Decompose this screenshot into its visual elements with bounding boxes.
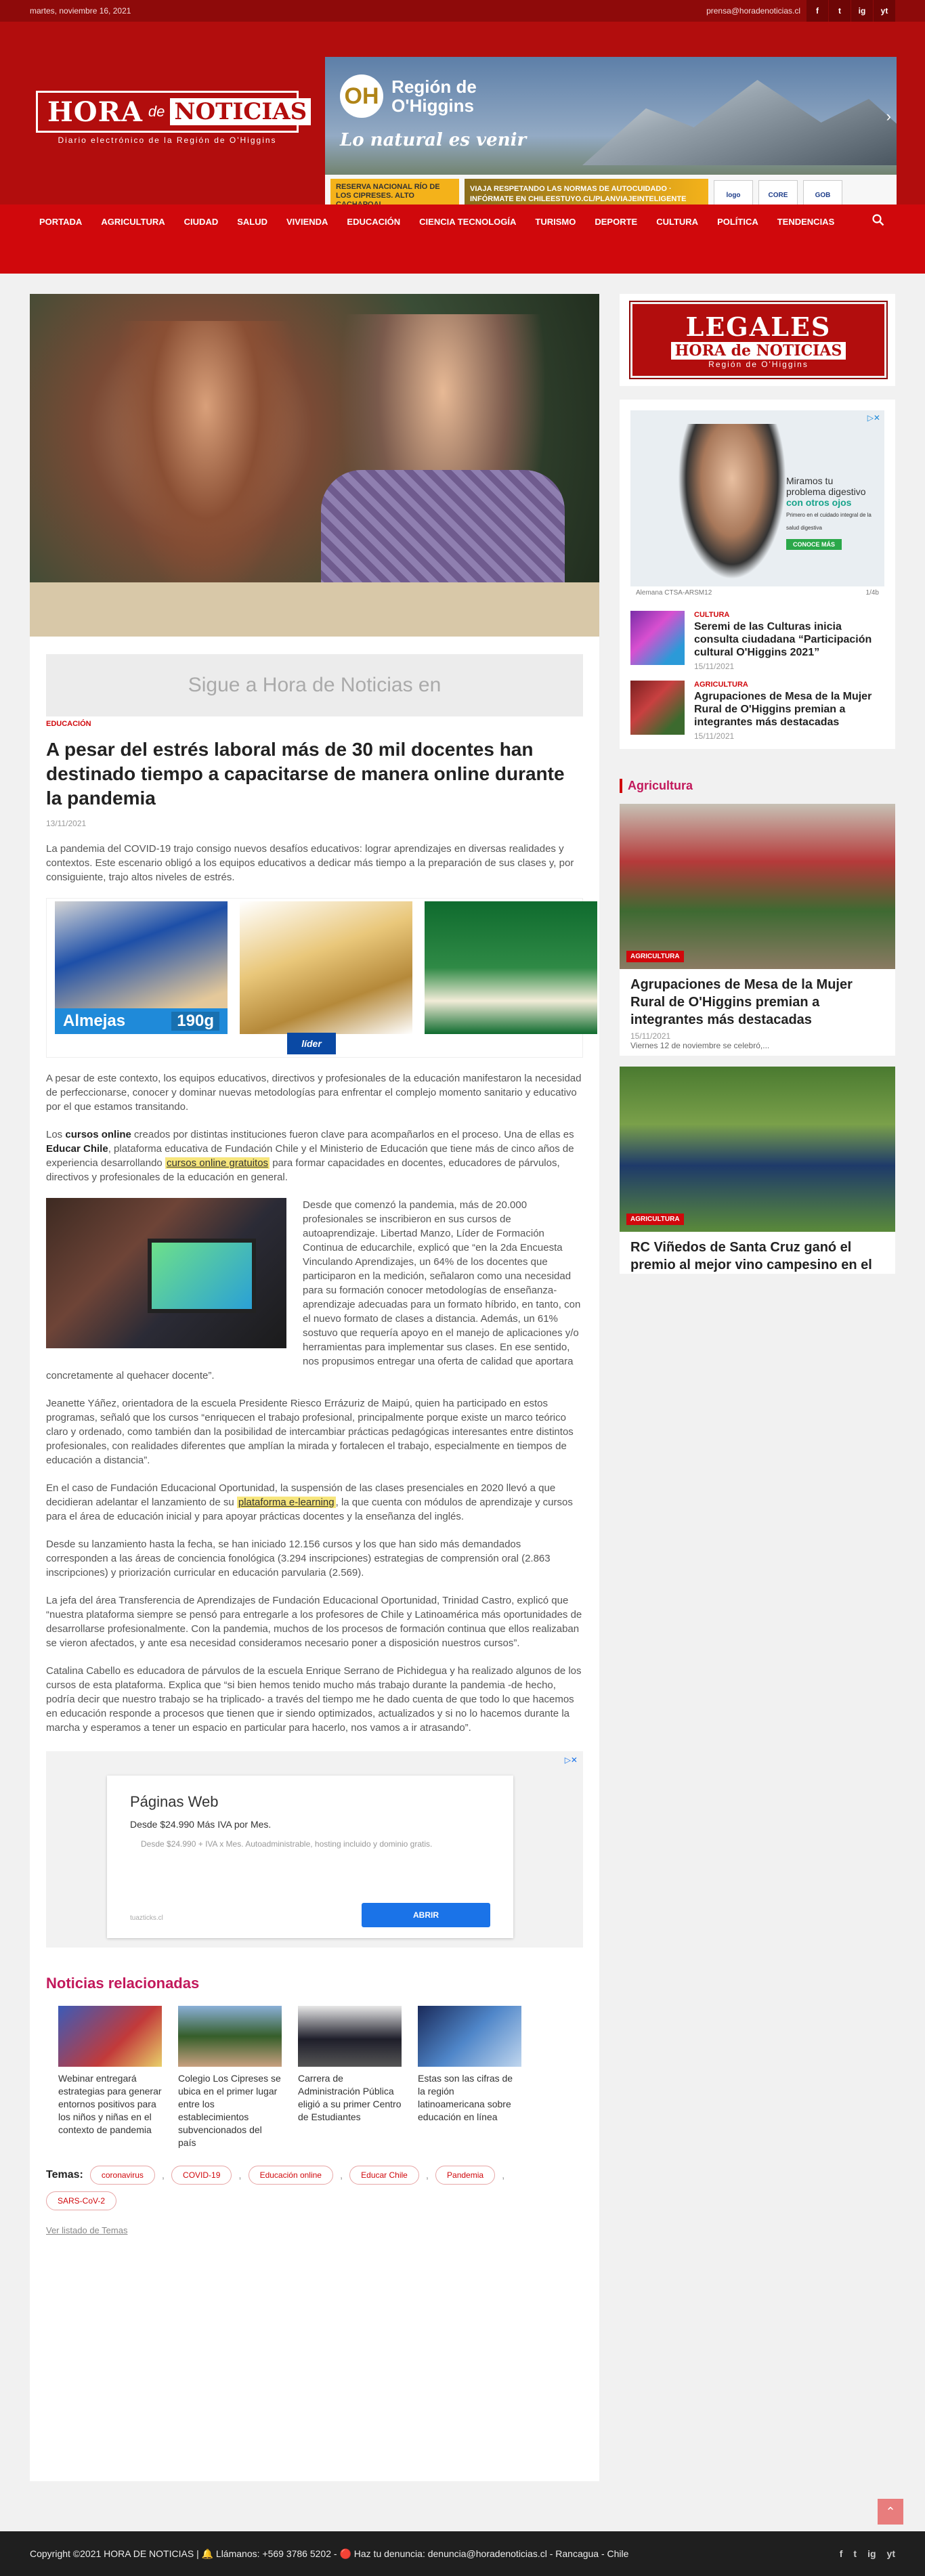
- nav-item-portada[interactable]: PORTADA: [39, 217, 83, 227]
- legales-inner: [630, 302, 886, 378]
- current-date: martes, noviembre 16, 2021: [30, 6, 131, 16]
- news-text: [694, 681, 884, 741]
- youtube-icon[interactable]: yt: [886, 2548, 895, 2559]
- twitter-icon[interactable]: t: [828, 0, 851, 22]
- logo-subtitle: Diario electrónico de la Región de O'Higgins: [58, 135, 277, 145]
- ad-choices-icon[interactable]: ▷✕: [867, 413, 880, 423]
- news-date: 15/11/2021: [694, 731, 735, 741]
- hero-woman: [111, 321, 301, 605]
- p6-text-b: , la que cuenta con módulos de aprendizaje y cursos para el área de educación inicial y para apoyar prácticas docentes y la enseñanza del inglés.: [46, 1497, 573, 1522]
- cheese-image: [240, 901, 412, 1034]
- related-news-title: Noticias relacionadas: [46, 1975, 200, 1992]
- hero-table: [30, 582, 599, 637]
- related-title: Colegio Los Cipreses se ubica en el primer lugar entre los establecimientos subvencionados del país: [178, 2073, 281, 2148]
- article-title: A pesar del estrés laboral más de 30 mil docentes han destinado tiempo a capacitarse de manera online durante la pandemia: [46, 739, 565, 809]
- related-item[interactable]: [178, 2006, 282, 2149]
- ad-choices-icon[interactable]: ▷✕: [564, 1755, 578, 1765]
- lider-logo: líder: [287, 1033, 336, 1054]
- p3-text-c: creados por distintas instituciones fueron clave para acompañarlos en el proceso. Una de ellas es: [131, 1129, 574, 1140]
- nav-item-tendencias[interactable]: TENDENCIAS: [777, 217, 835, 227]
- tag-separator: ,: [161, 2169, 165, 2181]
- ad-woman-image: [678, 424, 786, 580]
- nav-item-vivienda[interactable]: VIVIENDA: [286, 217, 328, 227]
- ad-text: [786, 475, 884, 534]
- follow-google-news[interactable]: Sigue a Hora de Noticias en: [46, 654, 583, 716]
- tag-educar-chile[interactable]: Educar Chile: [349, 2166, 419, 2185]
- site-logo[interactable]: [36, 91, 307, 156]
- banner-box-viaja: VIAJA RESPETANDO LAS NORMAS DE AUTOCUIDADO · INFÓRMATE EN CHILEESTUYO.CL/PLANVIAJEINTELIGENTE: [465, 179, 708, 211]
- banner-brand: [340, 74, 477, 118]
- paragraph-4: Desde que comenzó la pandemia, más de 20.000 profesionales se inscribieron en sus cursos de autoaprendizaje. Libertad Manzo, Líder de Formación Continua de educarchile, explicó que “en la 2da Encuesta Vinculando Aprendizajes, un 64% de los docentes que participaron en la medición, señalaron como una necesidad para su formación conocer metodologías de enseñanza-aprendizaje adecuadas para un formato híbrido, en tanto, con el nuevo formato de clases a distancia. Además, un 61% sostuvo que requería apoyo en el manejo de aplicaciones y/o herramientas para implementar sus clases. En ese sentido, nos propusimos entregar una oferta de calidad que aportara concretamente al quehacer docente”.: [46, 1199, 581, 1381]
- paragraph-9: Catalina Cabello es educadora de párvulos de la escuela Enrique Serrano de Pichidegua y ha realizado algunos de los cursos de esta plataforma. Explica que “si bien hemos tenido mucho más trabajo durante la pandemia -de hecho, podría decir que nuestro trabajo se ha triplicado- a través del tiempo me he dado cuenta de que todo lo que hacemos en educación responde a procesos que tienen que ir siendo optimizados, actualizados y si no lo hacemos durante la marcha y esperamos a tener un espacio en particular para hacerlo, nos vamos a ir atrasando”.: [46, 1665, 582, 1734]
- tag-separator: ,: [502, 2169, 505, 2181]
- link-cursos-online-gratuitos[interactable]: cursos online gratuitos: [166, 1157, 269, 1169]
- logo-noticias: NOTICIAS: [170, 98, 311, 125]
- scroll-to-top-button[interactable]: ⌃: [878, 2499, 903, 2525]
- paragraph-5: Jeanette Yáñez, orientadora de la escuela Presidente Riesco Errázuriz de Maipú, quien ha participado en estos programas, señaló que los cursos “enriquecen el trabajo profesional, principalmente porque existe un marco teórico claro y ordenado, como también dan la posibilidad de intercambiar prácticas pedagógicas interesantes entre distintos profesionales, con realidades diferentes que amplían la mirada y fortalecen el trabajo, especialmente en tiempos de educación a distancia”.: [46, 1398, 574, 1466]
- site-footer: [0, 2531, 925, 2576]
- ad-label-weight: 190g: [171, 1012, 219, 1031]
- p6-text-a: En el caso de Fundación Educacional Oportunidad, la suspensión de las clases presenciales en 2020 llevó a que decidieran adelantar el lanzamiento de su: [46, 1482, 556, 1508]
- news-text: [694, 611, 884, 671]
- nav-item-agricultura[interactable]: AGRICULTURA: [101, 217, 165, 227]
- related-image: [418, 2006, 521, 2067]
- p3-bold-educar: Educar Chile: [46, 1143, 108, 1155]
- main-nav: [0, 205, 925, 274]
- ad-price: Desde $24.990 Más IVA por Mes.: [130, 1819, 272, 1830]
- facebook-icon[interactable]: f: [806, 0, 828, 22]
- card-image: [620, 1067, 895, 1232]
- lider-ad[interactable]: [46, 898, 583, 1058]
- banner-logo-core: CORE: [758, 180, 798, 210]
- tag-covid-19[interactable]: COVID-19: [171, 2166, 232, 2185]
- brie-image: [425, 901, 597, 1034]
- sidebar-news-item[interactable]: [630, 681, 884, 741]
- almejas-image: [55, 901, 228, 1008]
- article-category[interactable]: EDUCACIÓN: [46, 720, 91, 728]
- paragraph-6: [46, 1481, 583, 1524]
- tags-list: [46, 2166, 561, 2210]
- ad-product-cheese: [240, 901, 412, 1034]
- mountain-image: [582, 70, 897, 165]
- logo-box: [36, 91, 307, 133]
- paragraph-3: [46, 1128, 583, 1184]
- related-title: Carrera de Administración Pública eligió a su primer Centro de Estudiantes: [298, 2073, 402, 2122]
- agricultura-card[interactable]: [620, 804, 895, 1056]
- related-image: [178, 2006, 282, 2067]
- p3-text-f: para formar capacidades en docentes, educadores de párvulos, directivos y profesionales de la educación en general.: [46, 1157, 560, 1183]
- ad-bar-left: Alemana CTSA-ARSM12: [636, 589, 712, 597]
- article-inline-image: [46, 1198, 286, 1348]
- footer-social: [840, 2548, 895, 2559]
- ad-product-brie: [425, 901, 597, 1034]
- nav-item-ciudad[interactable]: CIUDAD: [184, 217, 219, 227]
- news-thumbnail: [630, 611, 685, 665]
- twitter-icon[interactable]: t: [853, 2548, 857, 2559]
- tag-separator: ,: [238, 2169, 242, 2181]
- section-heading-agricultura[interactable]: Agricultura: [620, 779, 895, 793]
- site-header: [0, 22, 925, 205]
- ad-line-1: Miramos tu: [786, 475, 834, 486]
- related-item[interactable]: [58, 2006, 162, 2149]
- ad-bar-right: 1/4b: [865, 589, 879, 597]
- tag-coronavirus[interactable]: coronavirus: [90, 2166, 155, 2185]
- news-title[interactable]: Agrupaciones de Mesa de la Mujer Rural de O'Higgins premian a integrantes más destacadas: [694, 691, 872, 728]
- top-bar: [0, 0, 925, 22]
- nav-item-salud[interactable]: SALUD: [237, 217, 268, 227]
- card-excerpt: Viernes 12 de noviembre se celebró,...: [630, 1041, 770, 1050]
- paragraph-1: La pandemia del COVID-19 trajo consigo nuevos desafíos educativos: lograr aprendizajes en diversas realidades y contextos. Este escenario obligó a los equipos educativos a dedicar más tiempo a la preparación de sus clases y, por consiguiente, trajo altos niveles de estrés.: [46, 843, 574, 883]
- ad-heading: Páginas Web: [130, 1793, 219, 1810]
- ad-product-almejas: [55, 901, 228, 1034]
- youtube-icon[interactable]: yt: [873, 0, 895, 22]
- link-plataforma-elearning[interactable]: plataforma e-learning: [238, 1497, 335, 1508]
- tag-educacion-online[interactable]: Educación online: [249, 2166, 333, 2185]
- legales-region: Región de O'Higgins: [708, 359, 809, 369]
- related-item[interactable]: [298, 2006, 402, 2149]
- facebook-icon[interactable]: f: [839, 2548, 843, 2559]
- footer-text: Copyright ©2021 HORA DE NOTICIAS | 🔔 Llámanos: +569 3786 5202 - 🔴 Haz tu denuncia: denuncia@horadenoticias.cl - Rancagua - Chile: [30, 2548, 629, 2559]
- tags-label: Temas:: [46, 2169, 83, 2181]
- legales-title: LEGALES: [685, 311, 832, 342]
- ad-description: Desde $24.990 + IVA x Mes. Autoadministrable, hosting incluido y dominio gratis.: [141, 1839, 433, 1849]
- banner-region: [391, 77, 477, 115]
- card-badge: AGRICULTURA: [626, 1214, 684, 1225]
- news-date: 15/11/2021: [694, 662, 735, 671]
- p3-text-a: Los: [46, 1129, 66, 1140]
- card-title: RC Viñedos de Santa Cruz ganó el premio al mejor vino campesino en el: [630, 1240, 872, 1272]
- nav-item-politica[interactable]: POLÍTICA: [717, 217, 758, 227]
- nav-item-ciencia-tecnologia[interactable]: CIENCIA TECNOLOGÍA: [419, 217, 517, 227]
- article: [30, 294, 599, 2481]
- banner-logo-1: logo: [714, 180, 753, 210]
- card-badge: AGRICULTURA: [626, 951, 684, 962]
- card-date: 15/11/2021: [630, 1031, 671, 1041]
- ad-line-3: con otros ojos: [786, 497, 852, 508]
- sidebar-ad-alemana[interactable]: [630, 410, 884, 601]
- article-body: [30, 720, 599, 1735]
- banner-logo-gob: GOB: [803, 180, 842, 210]
- related-news-list: [58, 2006, 599, 2149]
- ad-card: [107, 1776, 513, 1938]
- legales-brand: HORA de NOTICIAS: [671, 342, 846, 360]
- article-hero-image: [30, 294, 599, 637]
- paragraph-2: A pesar de este contexto, los equipos educativos, directivos y profesionales de la educación manifestaron la necesidad de perfeccionarse, conocer y dominar nuevas metodologías para enfrentar el complejo momento sanitario y educativo por el que estamos transitando.: [46, 1073, 582, 1113]
- related-image: [58, 2006, 162, 2067]
- tag-separator: ,: [339, 2169, 343, 2181]
- sidebar-ad-box: [620, 400, 895, 749]
- ad-cta-button[interactable]: CONOCE MÁS: [786, 539, 842, 550]
- web-pages-ad[interactable]: [46, 1751, 583, 1948]
- nav-item-cultura[interactable]: CULTURA: [656, 217, 699, 227]
- ad-label-almejas: [55, 1008, 228, 1034]
- ad-line-2: problema digestivo: [786, 486, 866, 497]
- tag-separator: ,: [425, 2169, 429, 2181]
- legales-banner[interactable]: [630, 302, 884, 378]
- search-icon[interactable]: [872, 214, 884, 230]
- paragraph-8: La jefa del área Transferencia de Aprendizajes de Fundación Educacional Oportunidad, Trinidad Castro, explicó que “nuestra plataforma siempre se pensó para entregarle a los profesores de Chile y Latinoamérica más oportunidades de desarrollarse profesionalmente. Con la pandemia, muchos de los procesos de formación continua que ellos realizaban se vieron afectados, y ante esa necesidad consideramos necesario poner a disposición nuestros cursos”.: [46, 1595, 582, 1649]
- chevron-right-icon: ›: [886, 108, 891, 125]
- news-title[interactable]: Seremi de las Culturas inicia consulta ciudadana “Participación cultural O'Higgins 2021”: [694, 621, 872, 658]
- related-item[interactable]: [418, 2006, 521, 2149]
- instagram-icon[interactable]: ig: [851, 0, 873, 22]
- header-ad-banner[interactable]: [325, 57, 897, 215]
- legales-box: [620, 294, 895, 386]
- nav-item-turismo[interactable]: TURISMO: [535, 217, 576, 227]
- sidebar: [620, 294, 895, 1274]
- news-category[interactable]: CULTURA: [694, 611, 730, 619]
- p3-bold-cursos: cursos online: [65, 1129, 131, 1140]
- ad-bottom-bar: [630, 586, 884, 601]
- banner-region-name: O'Higgins: [391, 95, 474, 116]
- card-title: Agrupaciones de Mesa de la Mujer Rural de O'Higgins premian a integrantes más destacadas: [630, 977, 853, 1027]
- logo-de: de: [148, 103, 165, 120]
- related-title: Estas son las cifras de la región latinoamericana sobre educación en línea: [418, 2073, 513, 2122]
- instagram-icon[interactable]: ig: [867, 2548, 876, 2559]
- nav-item-educacion[interactable]: EDUCACIÓN: [347, 217, 401, 227]
- news-thumbnail: [630, 681, 685, 735]
- related-image: [298, 2006, 402, 2067]
- logo-hora: HORA: [47, 95, 143, 128]
- banner-oh-logo: OH: [340, 74, 383, 118]
- tag-pandemia[interactable]: Pandemia: [435, 2166, 495, 2185]
- contact-email-link[interactable]: prensa@horadenoticias.cl: [706, 6, 800, 16]
- sidebar-news-item[interactable]: [630, 611, 884, 671]
- news-category[interactable]: AGRICULTURA: [694, 681, 748, 689]
- banner-region-label: Región de: [391, 77, 477, 97]
- p3-text-e: , plataforma educativa de Fundación Chile y el Ministerio de Educación que tiene más de cinco años de experiencia desarrollando: [46, 1143, 574, 1169]
- related-title: Webinar entregará estrategias para generar entornos positivos para los niños y niñas en el contexto de pandemia: [58, 2073, 162, 2135]
- tag-sars-cov-2[interactable]: SARS-CoV-2: [46, 2191, 116, 2210]
- ad-url: tuazticks.cl: [130, 1914, 163, 1922]
- top-bar-right: [706, 0, 895, 22]
- banner-box-reserva: RESERVA NACIONAL RÍO DE LOS CIPRESES. ALTO: [330, 179, 459, 211]
- nav-item-deporte[interactable]: DEPORTE: [595, 217, 638, 227]
- article-date: 13/11/2021: [46, 819, 87, 828]
- banner-slogan: Lo natural es venir: [340, 130, 527, 150]
- agricultura-card[interactable]: [620, 1067, 895, 1274]
- wrap-section: [46, 1198, 583, 1383]
- card-image: [620, 804, 895, 969]
- all-tags-link[interactable]: Ver listado de Temas: [46, 2225, 128, 2235]
- ad-open-button[interactable]: ABRIR: [362, 1903, 490, 1927]
- paragraph-7: Desde su lanzamiento hasta la fecha, se han iniciado 12.156 cursos y los que han sido más demandados corresponden a las áreas de conciencia fonológica (3.294 inscripciones) estrategias de comprensión oral (2.863 inscripciones) y priorización curricular en educación parvularia (2.569).: [46, 1539, 551, 1579]
- ad-label-text: Almejas: [63, 1012, 126, 1030]
- laptop-screen: [148, 1239, 256, 1313]
- ad-line-4: Primero en el cuidado integral de la salud digestiva: [786, 512, 872, 531]
